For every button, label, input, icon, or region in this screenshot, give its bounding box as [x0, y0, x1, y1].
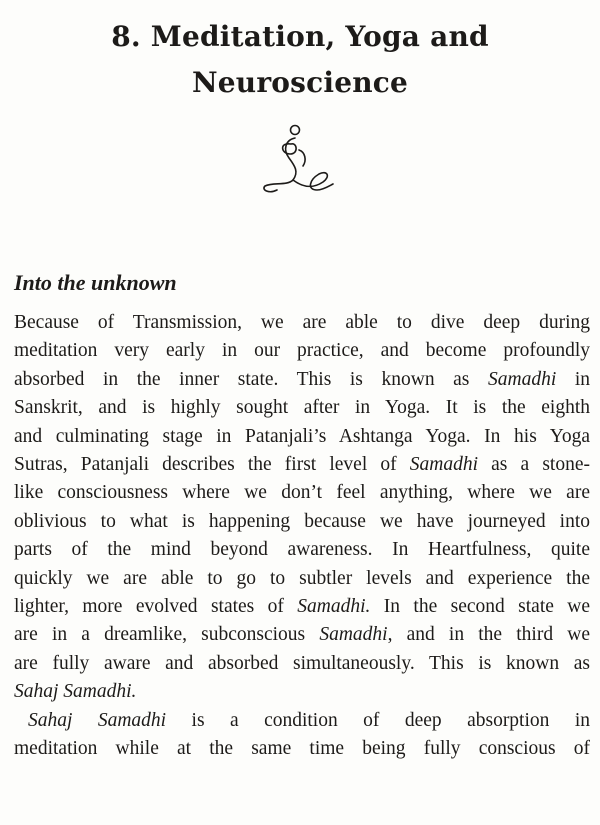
text-line: oblivious to what is happening because we have journeyed into — [14, 510, 590, 532]
emphasis: Sahaj Samadhi — [28, 709, 167, 731]
text-line: Sutras, Patanjali describes the first level of Samadhi as a stone- — [14, 454, 590, 476]
text-line: like consciousness where we don’t feel anything, where we are — [14, 482, 590, 504]
text-line: Because of Transmission, we are able to dive deep during — [14, 312, 590, 333]
text-line: Sahaj Samadhi is a condition of deep absorption in — [28, 709, 590, 731]
text-line: meditation while at the same time being fully conscious of — [14, 738, 590, 760]
text-line: absorbed in the inner state. This is known as Samadhi in — [14, 368, 590, 390]
chapter-title-line-1: 8. Meditation, Yoga and — [111, 20, 489, 53]
chapter-title — [0, 14, 600, 106]
body-text — [14, 309, 590, 764]
emphasis: Samadhi — [409, 454, 479, 476]
chapter-title-line-2: Neuroscience — [191, 66, 409, 99]
text-line: parts of the mind beyond awareness. In Heartfulness, quite — [14, 539, 590, 561]
emphasis: Samadhi — [487, 368, 557, 390]
text-line: are fully aware and absorbed simultaneously. This is known as — [14, 652, 590, 674]
text-line: meditation very early in our practice, and become profoundly — [14, 340, 590, 362]
emphasis: Samadhi. — [297, 596, 371, 618]
text-line: lighter, more evolved states of Samadhi. In the second state we — [14, 596, 590, 618]
emphasis: Samadhi — [319, 624, 388, 646]
section-heading: Into the unknown — [14, 270, 177, 295]
text-line: quickly we are able to go to subtler levels and experience the — [14, 567, 590, 589]
text-line: Sahaj Samadhi. — [14, 681, 137, 703]
text-line: are in a dreamlike, subconscious Samadhi, and in the third we — [14, 624, 590, 646]
text-line: and culminating stage in Patanjali’s Ashtanga Yoga. In his Yoga — [14, 425, 590, 447]
text-line: Sanskrit, and is highly sought after in Yoga. It is the eighth — [14, 397, 590, 419]
meditating-figure-icon — [255, 120, 335, 202]
